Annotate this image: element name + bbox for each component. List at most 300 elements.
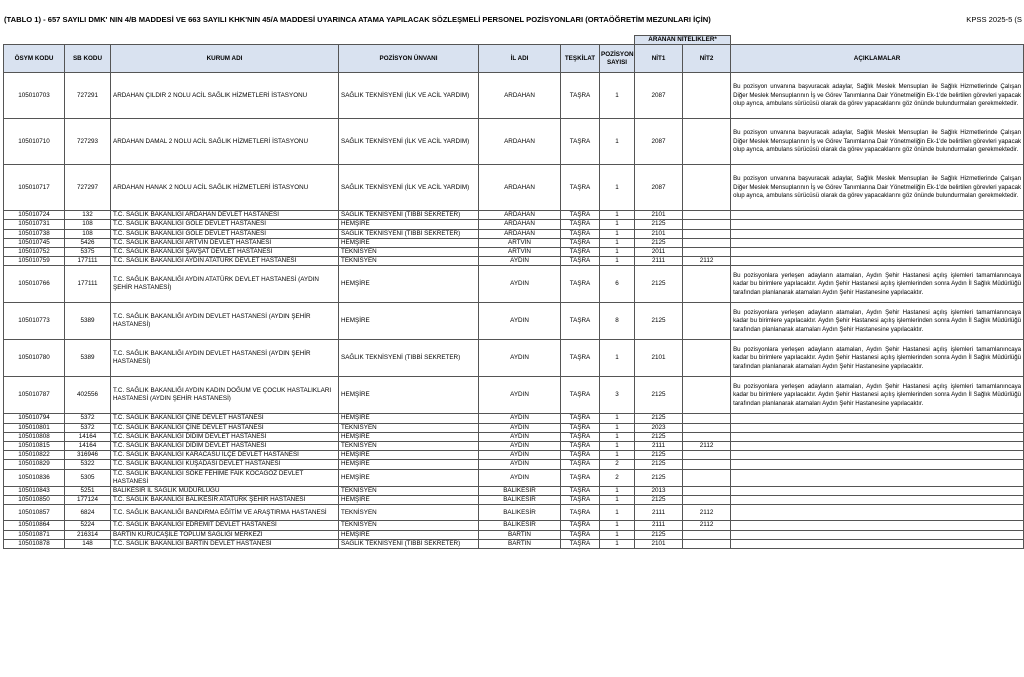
osym-kodu-cell: 105010850 <box>4 496 65 505</box>
kurum-adi-cell: T.C. SAĞLIK BAKANLIĞI ARDAHAN DEVLET HASTANESİ <box>111 211 339 220</box>
sb-kodu-cell: 316946 <box>65 451 111 460</box>
pozisyon-sayisi-cell: 1 <box>600 451 635 460</box>
osym-kodu-cell: 105010759 <box>4 257 65 266</box>
aciklama-cell <box>731 469 1024 486</box>
aciklama-cell: Bu pozisyon unvanına başvuracak adaylar, Sağlık Meslek Mensupları ile Sağlık Hizmetlerinde Çalışan Diğer Meslek Mensuplarının İş ve Görev Tanımlarına Dair Yönetmeliğin Ek-1'de belirtilen görevleri yapacak olup ayrıca, ambulans sürücüsü olarak da görev yapacaklarını göz önünde bulundurmaları gerekmektedir. <box>731 73 1024 119</box>
sb-kodu-cell: 177111 <box>65 257 111 266</box>
teskilat-cell: TAŞRA <box>561 432 600 441</box>
il-adi-cell: AYDIN <box>479 340 561 377</box>
teskilat-cell: TAŞRA <box>561 505 600 521</box>
table-row <box>4 238 1024 247</box>
il-adi-cell: AYDIN <box>479 377 561 414</box>
table-row <box>4 432 1024 441</box>
osym-kodu-cell: 105010787 <box>4 377 65 414</box>
sb-kodu-cell: 402556 <box>65 377 111 414</box>
pozisyon-sayisi-cell: 1 <box>600 539 635 548</box>
exam-label: KPSS 2025-5 (S <box>966 15 1022 24</box>
pozisyon-unvani-cell: HEMŞİRE <box>339 451 479 460</box>
il-adi-cell: AYDIN <box>479 451 561 460</box>
sb-kodu-cell: 108 <box>65 229 111 238</box>
aciklama-cell: Bu pozisyonlara yerleşen adayların atamaları, Aydın Şehir Hastanesi açılış işlemleri tamamlanıncaya kadar bu birimlere yapılacaktır. Aydın Şehir Hastanesi açılış işlemlerinden sonra Aydın İl Sağlık Müdürlüğü tarafından planlanarak atamaları Aydın Şehir Hastanesine yapılacaktır. <box>731 266 1024 303</box>
sb-kodu-cell: 6824 <box>65 505 111 521</box>
kurum-adi-cell: T.C. SAĞLIK BAKANLIĞI ÇİNE DEVLET HASTANESİ <box>111 414 339 423</box>
sb-kodu-cell: 108 <box>65 220 111 229</box>
aciklama-cell <box>731 487 1024 496</box>
kurum-adi-cell: T.C. SAĞLIK BAKANLIĞI DİDİM DEVLET HASTANESİ <box>111 442 339 451</box>
aciklama-cell: Bu pozisyonlara yerleşen adayların atamaları, Aydın Şehir Hastanesi açılış işlemleri tamamlanıncaya kadar bu birimlere yapılacaktır. Aydın Şehir Hastanesi açılış işlemlerinden sonra Aydın İl Sağlık Müdürlüğü tarafından planlanarak atamaları Aydın Şehir Hastanesine yapılacaktır. <box>731 303 1024 340</box>
table-row <box>4 414 1024 423</box>
pozisyon-unvani-cell: HEMŞİRE <box>339 303 479 340</box>
sb-kodu-cell: 5426 <box>65 238 111 247</box>
osym-kodu-cell: 105010843 <box>4 487 65 496</box>
teskilat-cell: TAŞRA <box>561 442 600 451</box>
teskilat-cell: TAŞRA <box>561 469 600 486</box>
kurum-adi-cell: T.C. SAĞLIK BAKANLIĞI DİDİM DEVLET HASTANESİ <box>111 432 339 441</box>
nit2-cell <box>683 423 731 432</box>
pozisyon-unvani-cell: HEMŞİRE <box>339 469 479 486</box>
table-row <box>4 211 1024 220</box>
il-adi-cell: ARDAHAN <box>479 119 561 165</box>
pozisyon-unvani-cell: HEMŞİRE <box>339 266 479 303</box>
nit1-cell: 2111 <box>635 505 683 521</box>
teskilat-cell: TAŞRA <box>561 451 600 460</box>
col-pozisyon-unvani: POZİSYON ÜNVANI <box>339 45 479 73</box>
pozisyon-unvani-cell: TEKNİSYEN <box>339 487 479 496</box>
header-spacer <box>4 36 635 45</box>
kurum-adi-cell: T.C. SAĞLIK BAKANLIĞI KARACASU İLÇE DEVLET HASTANESİ <box>111 451 339 460</box>
pozisyon-unvani-cell: TEKNİSYEN <box>339 521 479 530</box>
kurum-adi-cell: BALIKESİR İL SAĞLIK MÜDÜRLÜĞÜ <box>111 487 339 496</box>
nit2-cell <box>683 211 731 220</box>
nit1-cell: 2101 <box>635 211 683 220</box>
pozisyon-sayisi-cell: 1 <box>600 73 635 119</box>
osym-kodu-cell: 105010731 <box>4 220 65 229</box>
aciklama-cell <box>731 229 1024 238</box>
teskilat-cell: TAŞRA <box>561 423 600 432</box>
col-kurum-adi: KURUM ADI <box>111 45 339 73</box>
pozisyon-sayisi-cell: 1 <box>600 229 635 238</box>
table-row <box>4 451 1024 460</box>
kurum-adi-cell: T.C. SAĞLIK BAKANLIĞI ARTVİN DEVLET HASTANESİ <box>111 238 339 247</box>
il-adi-cell: AYDIN <box>479 266 561 303</box>
table-row <box>4 505 1024 521</box>
aciklama-cell <box>731 248 1024 257</box>
nit2-cell: 2112 <box>683 442 731 451</box>
nit2-cell <box>683 266 731 303</box>
teskilat-cell: TAŞRA <box>561 248 600 257</box>
table-row <box>4 340 1024 377</box>
kurum-adi-cell: T.C. SAĞLIK BAKANLIĞI AYDIN KADIN DOĞUM VE ÇOCUK HASTALIKLARI HASTANESİ (AYDIN ŞEHİR HASTANESİ) <box>111 377 339 414</box>
pozisyon-unvani-cell: HEMŞİRE <box>339 432 479 441</box>
sb-kodu-cell: 148 <box>65 539 111 548</box>
table-row <box>4 73 1024 119</box>
teskilat-cell: TAŞRA <box>561 73 600 119</box>
sb-kodu-cell: 5251 <box>65 487 111 496</box>
sb-kodu-cell: 727297 <box>65 165 111 211</box>
table-row <box>4 521 1024 530</box>
nit1-cell: 2111 <box>635 442 683 451</box>
teskilat-cell: TAŞRA <box>561 211 600 220</box>
positions-table <box>3 35 1024 549</box>
il-adi-cell: AYDIN <box>479 442 561 451</box>
pozisyon-unvani-cell: TEKNİSYEN <box>339 423 479 432</box>
nit1-cell: 2125 <box>635 530 683 539</box>
kurum-adi-cell: T.C. SAĞLIK BAKANLIĞI BARTIN DEVLET HASTANESİ <box>111 539 339 548</box>
nit2-cell <box>683 451 731 460</box>
sb-kodu-cell: 5389 <box>65 303 111 340</box>
nit2-cell <box>683 229 731 238</box>
aciklama-cell <box>731 460 1024 469</box>
aciklama-cell <box>731 451 1024 460</box>
pozisyon-unvani-cell: SAĞLIK TEKNİSYENİ (İLK VE ACİL YARDIM) <box>339 165 479 211</box>
teskilat-cell: TAŞRA <box>561 119 600 165</box>
nit2-cell <box>683 303 731 340</box>
pozisyon-sayisi-cell: 2 <box>600 469 635 486</box>
osym-kodu-cell: 105010703 <box>4 73 65 119</box>
sb-kodu-cell: 132 <box>65 211 111 220</box>
teskilat-cell: TAŞRA <box>561 539 600 548</box>
teskilat-cell: TAŞRA <box>561 266 600 303</box>
nit1-cell: 2087 <box>635 73 683 119</box>
aciklama-cell <box>731 414 1024 423</box>
kurum-adi-cell: ARDAHAN HANAK 2 NOLU ACİL SAĞLIK HİZMETLERİ İSTASYONU <box>111 165 339 211</box>
col-nit2: NİT2 <box>683 45 731 73</box>
kurum-adi-cell: T.C. SAĞLIK BAKANLIĞI SÖKE FEHİME FAİK KOCAGÖZ DEVLET HASTANESİ <box>111 469 339 486</box>
kurum-adi-cell: T.C. SAĞLIK BAKANLIĞI AYDIN DEVLET HASTANESİ (AYDIN ŞEHİR HASTANESİ) <box>111 340 339 377</box>
aciklama-cell <box>731 423 1024 432</box>
table-row <box>4 377 1024 414</box>
col-teskilat: TEŞKİLAT <box>561 45 600 73</box>
nit2-cell <box>683 238 731 247</box>
osym-kodu-cell: 105010738 <box>4 229 65 238</box>
pozisyon-sayisi-cell: 8 <box>600 303 635 340</box>
kurum-adi-cell: T.C. SAĞLIK BAKANLIĞI AYDIN ATATÜRK DEVLET HASTANESİ <box>111 257 339 266</box>
aciklama-cell: Bu pozisyon unvanına başvuracak adaylar, Sağlık Meslek Mensupları ile Sağlık Hizmetlerinde Çalışan Diğer Meslek Mensuplarının İş ve Görev Tanımlarına Dair Yönetmeliğin Ek-1'de belirtilen görevleri yapacak olup ayrıca, ambulans sürücüsü olarak da görev yapacaklarını göz önünde bulundurmaları gerekmektedir. <box>731 165 1024 211</box>
table-row <box>4 257 1024 266</box>
osym-kodu-cell: 105010822 <box>4 451 65 460</box>
pozisyon-sayisi-cell: 1 <box>600 340 635 377</box>
nit1-cell: 2125 <box>635 469 683 486</box>
pozisyon-unvani-cell: HEMŞİRE <box>339 377 479 414</box>
aciklama-cell: Bu pozisyon unvanına başvuracak adaylar, Sağlık Meslek Mensupları ile Sağlık Hizmetlerinde Çalışan Diğer Meslek Mensuplarının İş ve Görev Tanımlarına Dair Yönetmeliğin Ek-1'de belirtilen görevleri yapacak olup ayrıca, ambulans sürücüsü olarak da görev yapacaklarını göz önünde bulundurmaları gerekmektedir. <box>731 119 1024 165</box>
nit1-cell: 2087 <box>635 119 683 165</box>
osym-kodu-cell: 105010815 <box>4 442 65 451</box>
sb-kodu-cell: 177124 <box>65 496 111 505</box>
nit2-cell <box>683 248 731 257</box>
nit2-cell: 2112 <box>683 505 731 521</box>
teskilat-cell: TAŞRA <box>561 257 600 266</box>
table-row <box>4 303 1024 340</box>
nit1-cell: 2125 <box>635 377 683 414</box>
pozisyon-unvani-cell: HEMŞİRE <box>339 496 479 505</box>
il-adi-cell: BALIKESİR <box>479 496 561 505</box>
osym-kodu-cell: 105010745 <box>4 238 65 247</box>
col-nit1: NİT1 <box>635 45 683 73</box>
pozisyon-unvani-cell: SAĞLIK TEKNİSYENİ (TIBBİ SEKRETER) <box>339 211 479 220</box>
il-adi-cell: ARDAHAN <box>479 211 561 220</box>
osym-kodu-cell: 105010857 <box>4 505 65 521</box>
teskilat-cell: TAŞRA <box>561 487 600 496</box>
nit2-cell <box>683 487 731 496</box>
aciklama-cell <box>731 257 1024 266</box>
nit1-cell: 2087 <box>635 165 683 211</box>
nit1-cell: 2101 <box>635 340 683 377</box>
il-adi-cell: ARDAHAN <box>479 73 561 119</box>
pozisyon-unvani-cell: SAĞLIK TEKNİSYENİ (İLK VE ACİL YARDIM) <box>339 119 479 165</box>
aciklama-cell: Bu pozisyonlara yerleşen adayların atamaları, Aydın Şehir Hastanesi açılış işlemleri tamamlanıncaya kadar bu birimlere yapılacaktır. Aydın Şehir Hastanesi açılış işlemlerinden sonra Aydın İl Sağlık Müdürlüğü tarafından planlanarak atamaları Aydın Şehir Hastanesine yapılacaktır. <box>731 377 1024 414</box>
sb-kodu-cell: 14164 <box>65 442 111 451</box>
kurum-adi-cell: ARDAHAN DAMAL 2 NOLU ACİL SAĞLIK HİZMETLERİ İSTASYONU <box>111 119 339 165</box>
sb-kodu-cell: 177111 <box>65 266 111 303</box>
kurum-adi-cell: T.C. SAĞLIK BAKANLIĞI AYDIN ATATÜRK DEVLET HASTANESİ (AYDIN ŞEHİR HASTANESİ) <box>111 266 339 303</box>
sb-kodu-cell: 727291 <box>65 73 111 119</box>
il-adi-cell: AYDIN <box>479 432 561 441</box>
il-adi-cell: ARTVİN <box>479 248 561 257</box>
aciklama-cell <box>731 432 1024 441</box>
aciklama-cell <box>731 505 1024 521</box>
kurum-adi-cell: ARDAHAN ÇILDIR 2 NOLU ACİL SAĞLIK HİZMETLERİ İSTASYONU <box>111 73 339 119</box>
osym-kodu-cell: 105010766 <box>4 266 65 303</box>
aciklama-cell <box>731 521 1024 530</box>
teskilat-cell: TAŞRA <box>561 521 600 530</box>
kurum-adi-cell: T.C. SAĞLIK BAKANLIĞI BALIKESİR ATATÜRK ŞEHİR HASTANESİ <box>111 496 339 505</box>
osym-kodu-cell: 105010780 <box>4 340 65 377</box>
teskilat-cell: TAŞRA <box>561 340 600 377</box>
table-row <box>4 266 1024 303</box>
nit2-cell <box>683 377 731 414</box>
kurum-adi-cell: T.C. SAĞLIK BAKANLIĞI EDREMİT DEVLET HASTANESİ <box>111 521 339 530</box>
pozisyon-unvani-cell: SAĞLIK TEKNİSYENİ (TIBBİ SEKRETER) <box>339 229 479 238</box>
table-row <box>4 229 1024 238</box>
il-adi-cell: BALIKESİR <box>479 487 561 496</box>
kurum-adi-cell: T.C. SAĞLIK BAKANLIĞI AYDIN DEVLET HASTANESİ (AYDIN ŞEHİR HASTANESİ) <box>111 303 339 340</box>
nit2-cell <box>683 469 731 486</box>
sb-kodu-cell: 5372 <box>65 414 111 423</box>
kurum-adi-cell: BARTIN KURUCAŞİLE TOPLUM SAĞLIĞI MERKEZİ <box>111 530 339 539</box>
pozisyon-sayisi-cell: 1 <box>600 432 635 441</box>
pozisyon-unvani-cell: TEKNİSYEN <box>339 505 479 521</box>
table-row <box>4 487 1024 496</box>
nit2-cell <box>683 432 731 441</box>
osym-kodu-cell: 105010871 <box>4 530 65 539</box>
pozisyon-sayisi-cell: 1 <box>600 423 635 432</box>
il-adi-cell: AYDIN <box>479 414 561 423</box>
kurum-adi-cell: T.C. SAĞLIK BAKANLIĞI ÇİNE DEVLET HASTANESİ <box>111 423 339 432</box>
header-spacer <box>731 36 1024 45</box>
nit2-cell <box>683 165 731 211</box>
pozisyon-sayisi-cell: 1 <box>600 257 635 266</box>
col-pozisyon-sayisi: POZİSYON SAYISI <box>600 45 635 73</box>
nit1-cell: 2111 <box>635 521 683 530</box>
nit1-cell: 2125 <box>635 460 683 469</box>
col-osym-kodu: ÖSYM KODU <box>4 45 65 73</box>
osym-kodu-cell: 105010829 <box>4 460 65 469</box>
nit1-cell: 2125 <box>635 303 683 340</box>
nit1-cell: 2011 <box>635 248 683 257</box>
teskilat-cell: TAŞRA <box>561 530 600 539</box>
nit1-cell: 2111 <box>635 257 683 266</box>
osym-kodu-cell: 105010878 <box>4 539 65 548</box>
teskilat-cell: TAŞRA <box>561 303 600 340</box>
nit1-cell: 2125 <box>635 266 683 303</box>
il-adi-cell: BARTIN <box>479 539 561 548</box>
nit2-cell <box>683 539 731 548</box>
nit2-cell <box>683 460 731 469</box>
il-adi-cell: ARTVİN <box>479 238 561 247</box>
il-adi-cell: BARTIN <box>479 530 561 539</box>
table-row <box>4 220 1024 229</box>
nit1-cell: 2125 <box>635 451 683 460</box>
table-row <box>4 442 1024 451</box>
kurum-adi-cell: T.C. SAĞLIK BAKANLIĞI GÖLE DEVLET HASTANESİ <box>111 229 339 238</box>
pozisyon-sayisi-cell: 6 <box>600 266 635 303</box>
col-sb-kodu: SB KODU <box>65 45 111 73</box>
table-row <box>4 530 1024 539</box>
aciklama-cell: Bu pozisyonlara yerleşen adayların atamaları, Aydın Şehir Hastanesi açılış işlemleri tamamlanıncaya kadar bu birimlere yapılacaktır. Aydın Şehir Hastanesi açılış işlemlerinden sonra Aydın İl Sağlık Müdürlüğü tarafından planlanarak atamaları Aydın Şehir Hastanesine yapılacaktır. <box>731 340 1024 377</box>
pozisyon-sayisi-cell: 1 <box>600 238 635 247</box>
kurum-adi-cell: T.C. SAĞLIK BAKANLIĞI GÖLE DEVLET HASTANESİ <box>111 220 339 229</box>
nit1-cell: 2125 <box>635 238 683 247</box>
pozisyon-sayisi-cell: 3 <box>600 377 635 414</box>
teskilat-cell: TAŞRA <box>561 229 600 238</box>
sb-kodu-cell: 216314 <box>65 530 111 539</box>
teskilat-cell: TAŞRA <box>561 220 600 229</box>
pozisyon-sayisi-cell: 1 <box>600 505 635 521</box>
teskilat-cell: TAŞRA <box>561 460 600 469</box>
teskilat-cell: TAŞRA <box>561 414 600 423</box>
pozisyon-sayisi-cell: 1 <box>600 442 635 451</box>
nit2-cell <box>683 340 731 377</box>
nit1-cell: 2013 <box>635 487 683 496</box>
teskilat-cell: TAŞRA <box>561 496 600 505</box>
pozisyon-unvani-cell: HEMŞİRE <box>339 220 479 229</box>
qualifications-group-header: ARANAN NİTELİKLER* <box>635 36 731 45</box>
aciklama-cell <box>731 220 1024 229</box>
osym-kodu-cell: 105010794 <box>4 414 65 423</box>
sb-kodu-cell: 5375 <box>65 248 111 257</box>
teskilat-cell: TAŞRA <box>561 377 600 414</box>
nit2-cell <box>683 73 731 119</box>
osym-kodu-cell: 105010864 <box>4 521 65 530</box>
il-adi-cell: BALIKESİR <box>479 505 561 521</box>
col-aciklamalar: AÇIKLAMALAR <box>731 45 1024 73</box>
osym-kodu-cell: 105010710 <box>4 119 65 165</box>
osym-kodu-cell: 105010773 <box>4 303 65 340</box>
il-adi-cell: AYDIN <box>479 469 561 486</box>
nit1-cell: 2125 <box>635 414 683 423</box>
aciklama-cell <box>731 238 1024 247</box>
pozisyon-sayisi-cell: 1 <box>600 119 635 165</box>
table-row <box>4 460 1024 469</box>
aciklama-cell <box>731 530 1024 539</box>
aciklama-cell <box>731 539 1024 548</box>
osym-kodu-cell: 105010724 <box>4 211 65 220</box>
sb-kodu-cell: 5305 <box>65 469 111 486</box>
osym-kodu-cell: 105010717 <box>4 165 65 211</box>
nit2-cell <box>683 496 731 505</box>
il-adi-cell: ARDAHAN <box>479 165 561 211</box>
nit2-cell <box>683 414 731 423</box>
pozisyon-unvani-cell: TEKNİSYEN <box>339 248 479 257</box>
pozisyon-unvani-cell: HEMŞİRE <box>339 460 479 469</box>
pozisyon-sayisi-cell: 1 <box>600 220 635 229</box>
aciklama-cell <box>731 211 1024 220</box>
sb-kodu-cell: 14164 <box>65 432 111 441</box>
il-adi-cell: AYDIN <box>479 257 561 266</box>
nit1-cell: 2125 <box>635 220 683 229</box>
pozisyon-sayisi-cell: 2 <box>600 460 635 469</box>
pozisyon-unvani-cell: HEMŞİRE <box>339 530 479 539</box>
pozisyon-sayisi-cell: 1 <box>600 487 635 496</box>
sb-kodu-cell: 5224 <box>65 521 111 530</box>
pozisyon-sayisi-cell: 1 <box>600 521 635 530</box>
col-il-adi: İL ADI <box>479 45 561 73</box>
il-adi-cell: BALIKESİR <box>479 521 561 530</box>
il-adi-cell: AYDIN <box>479 303 561 340</box>
table-row <box>4 469 1024 486</box>
sb-kodu-cell: 5372 <box>65 423 111 432</box>
il-adi-cell: ARDAHAN <box>479 220 561 229</box>
kurum-adi-cell: T.C. SAĞLIK BAKANLIĞI BANDIRMA EĞİTİM VE ARAŞTIRMA HASTANESİ <box>111 505 339 521</box>
table-row <box>4 119 1024 165</box>
teskilat-cell: TAŞRA <box>561 165 600 211</box>
kurum-adi-cell: T.C. SAĞLIK BAKANLIĞI ŞAVŞAT DEVLET HASTANESİ <box>111 248 339 257</box>
pozisyon-unvani-cell: HEMŞİRE <box>339 414 479 423</box>
nit2-cell <box>683 119 731 165</box>
nit2-cell: 2112 <box>683 257 731 266</box>
nit2-cell <box>683 220 731 229</box>
nit1-cell: 2125 <box>635 496 683 505</box>
osym-kodu-cell: 105010836 <box>4 469 65 486</box>
table-row <box>4 423 1024 432</box>
table-row <box>4 165 1024 211</box>
sb-kodu-cell: 5322 <box>65 460 111 469</box>
nit1-cell: 2101 <box>635 539 683 548</box>
pozisyon-sayisi-cell: 1 <box>600 496 635 505</box>
il-adi-cell: AYDIN <box>479 423 561 432</box>
table-row <box>4 539 1024 548</box>
pozisyon-unvani-cell: SAĞLIK TEKNİSYENİ (İLK VE ACİL YARDIM) <box>339 73 479 119</box>
pozisyon-sayisi-cell: 1 <box>600 414 635 423</box>
pozisyon-sayisi-cell: 1 <box>600 248 635 257</box>
il-adi-cell: ARDAHAN <box>479 229 561 238</box>
pozisyon-unvani-cell: TEKNİSYEN <box>339 257 479 266</box>
teskilat-cell: TAŞRA <box>561 238 600 247</box>
osym-kodu-cell: 105010808 <box>4 432 65 441</box>
aciklama-cell <box>731 442 1024 451</box>
nit2-cell <box>683 530 731 539</box>
table-row <box>4 496 1024 505</box>
osym-kodu-cell: 105010752 <box>4 248 65 257</box>
table-title: (TABLO 1) - 657 SAYILI DMK' NIN 4/B MADDESİ VE 663 SAYILI KHK'NIN 45/A MADDESİ UYARINCA ATAMA YAPILACAK SÖZLEŞMELİ PERSONEL POZİSYONLARI (ORTAÖĞRETİM MEZUNLARI İÇİN) <box>4 15 711 24</box>
osym-kodu-cell: 105010801 <box>4 423 65 432</box>
nit1-cell: 2023 <box>635 423 683 432</box>
aciklama-cell <box>731 496 1024 505</box>
pozisyon-sayisi-cell: 1 <box>600 211 635 220</box>
table-row <box>4 248 1024 257</box>
il-adi-cell: AYDIN <box>479 460 561 469</box>
pozisyon-sayisi-cell: 1 <box>600 165 635 211</box>
sb-kodu-cell: 727293 <box>65 119 111 165</box>
kurum-adi-cell: T.C. SAĞLIK BAKANLIĞI KUŞADASI DEVLET HASTANESİ <box>111 460 339 469</box>
nit1-cell: 2125 <box>635 432 683 441</box>
pozisyon-unvani-cell: SAĞLIK TEKNİSYENİ (TIBBİ SEKRETER) <box>339 539 479 548</box>
pozisyon-unvani-cell: HEMŞİRE <box>339 238 479 247</box>
nit1-cell: 2101 <box>635 229 683 238</box>
pozisyon-sayisi-cell: 1 <box>600 530 635 539</box>
nit2-cell: 2112 <box>683 521 731 530</box>
pozisyon-unvani-cell: TEKNİSYEN <box>339 442 479 451</box>
